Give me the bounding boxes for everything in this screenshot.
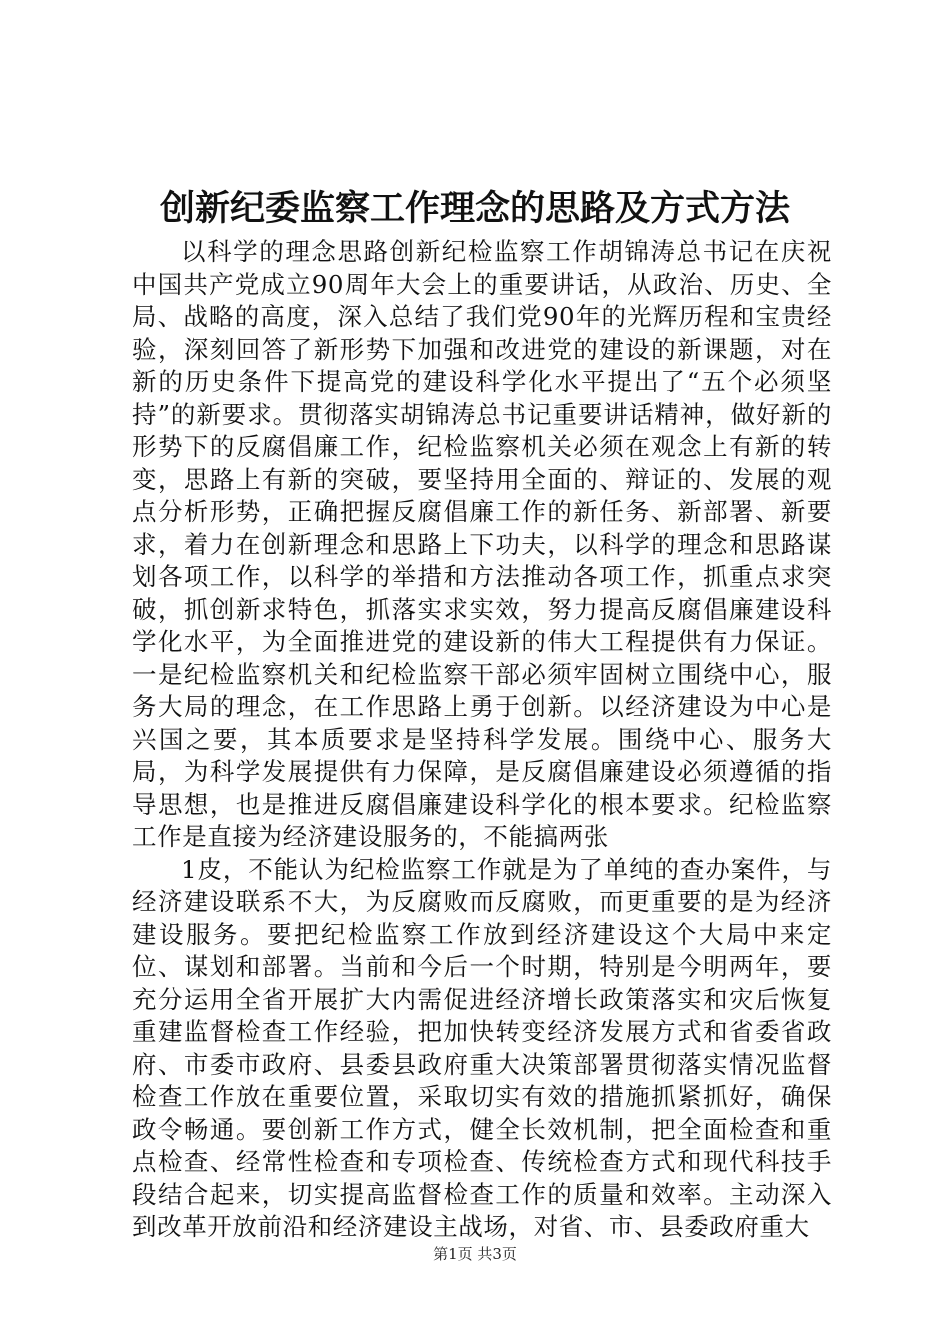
document-body	[132, 236, 832, 1244]
paragraph-1: 以科学的理念思路创新纪检监察工作胡锦涛总书记在庆祝中国共产党成立90周年大会上的重要讲话，从政治、历史、全局、战略的高度，深入总结了我们党90年的光辉历程和宝贵经验，深刻回答了新形势下加强和改进党的建设的新课题，对在新的历史条件下提高党的建设科学化水平提出了“五个必须坚持”的新要求。贯彻落实胡锦涛总书记重要讲话精神，做好新的形势下的反腐倡廉工作，纪检监察机关必须在观念上有新的转变，思路上有新的突破，要坚持用全面的、辩证的、发展的观点分析形势，正确把握反腐倡廉工作的新任务、新部署、新要求，着力在创新理念和思路上下功夫，以科学的理念和思路谋划各项工作，以科学的举措和方法推动各项工作，抓重点求突破，抓创新求特色，抓落实求实效，努力提高反腐倡廉建设科学化水平，为全面推进党的建设新的伟大工程提供有力保证。一是纪检监察机关和纪检监察干部必须牢固树立围绕中心，服务大局的理念，在工作思路上勇于创新。以经济建设为中心是兴国之要，其本质要求是坚持科学发展。围绕中心、服务大局，为科学发展提供有力保障，是反腐倡廉建设必须遵循的指导思想，也是推进反腐倡廉建设科学化的根本要求。纪检监察工作是直接为经济建设服务的，不能搞两张	[132, 237, 832, 851]
paragraph-2: 1皮，不能认为纪检监察工作就是为了单纯的查办案件，与经济建设联系不大，为反腐败而反腐败，而更重要的是为经济建设服务。要把纪检监察工作放到经济建设这个大局中来定位、谋划和部署。当前和今后一个时期，特别是今明两年，要充分运用全省开展扩大内需促进经济增长政策落实和灾后恢复重建监督检查工作经验，把加快转变经济发展方式和省委省政府、市委市政府、县委县政府重大决策部署贯彻落实情况监督检查工作放在重要位置，采取切实有效的措施抓紧抓好，确保政令畅通。要创新工作方式，健全长效机制，把全面检查和重点检查、经常性检查和专项检查、传统检查方式和现代科技手段结合起来，切实提高监督检查工作的质量和效率。主动深入到改革开放前沿和经济建设主战场，对省、市、县委政府重大	[132, 854, 832, 1241]
page-number-footer: 第1页 共3页	[433, 1245, 517, 1263]
document-title: 创新纪委监察工作理念的思路及方式方法	[159, 188, 790, 229]
